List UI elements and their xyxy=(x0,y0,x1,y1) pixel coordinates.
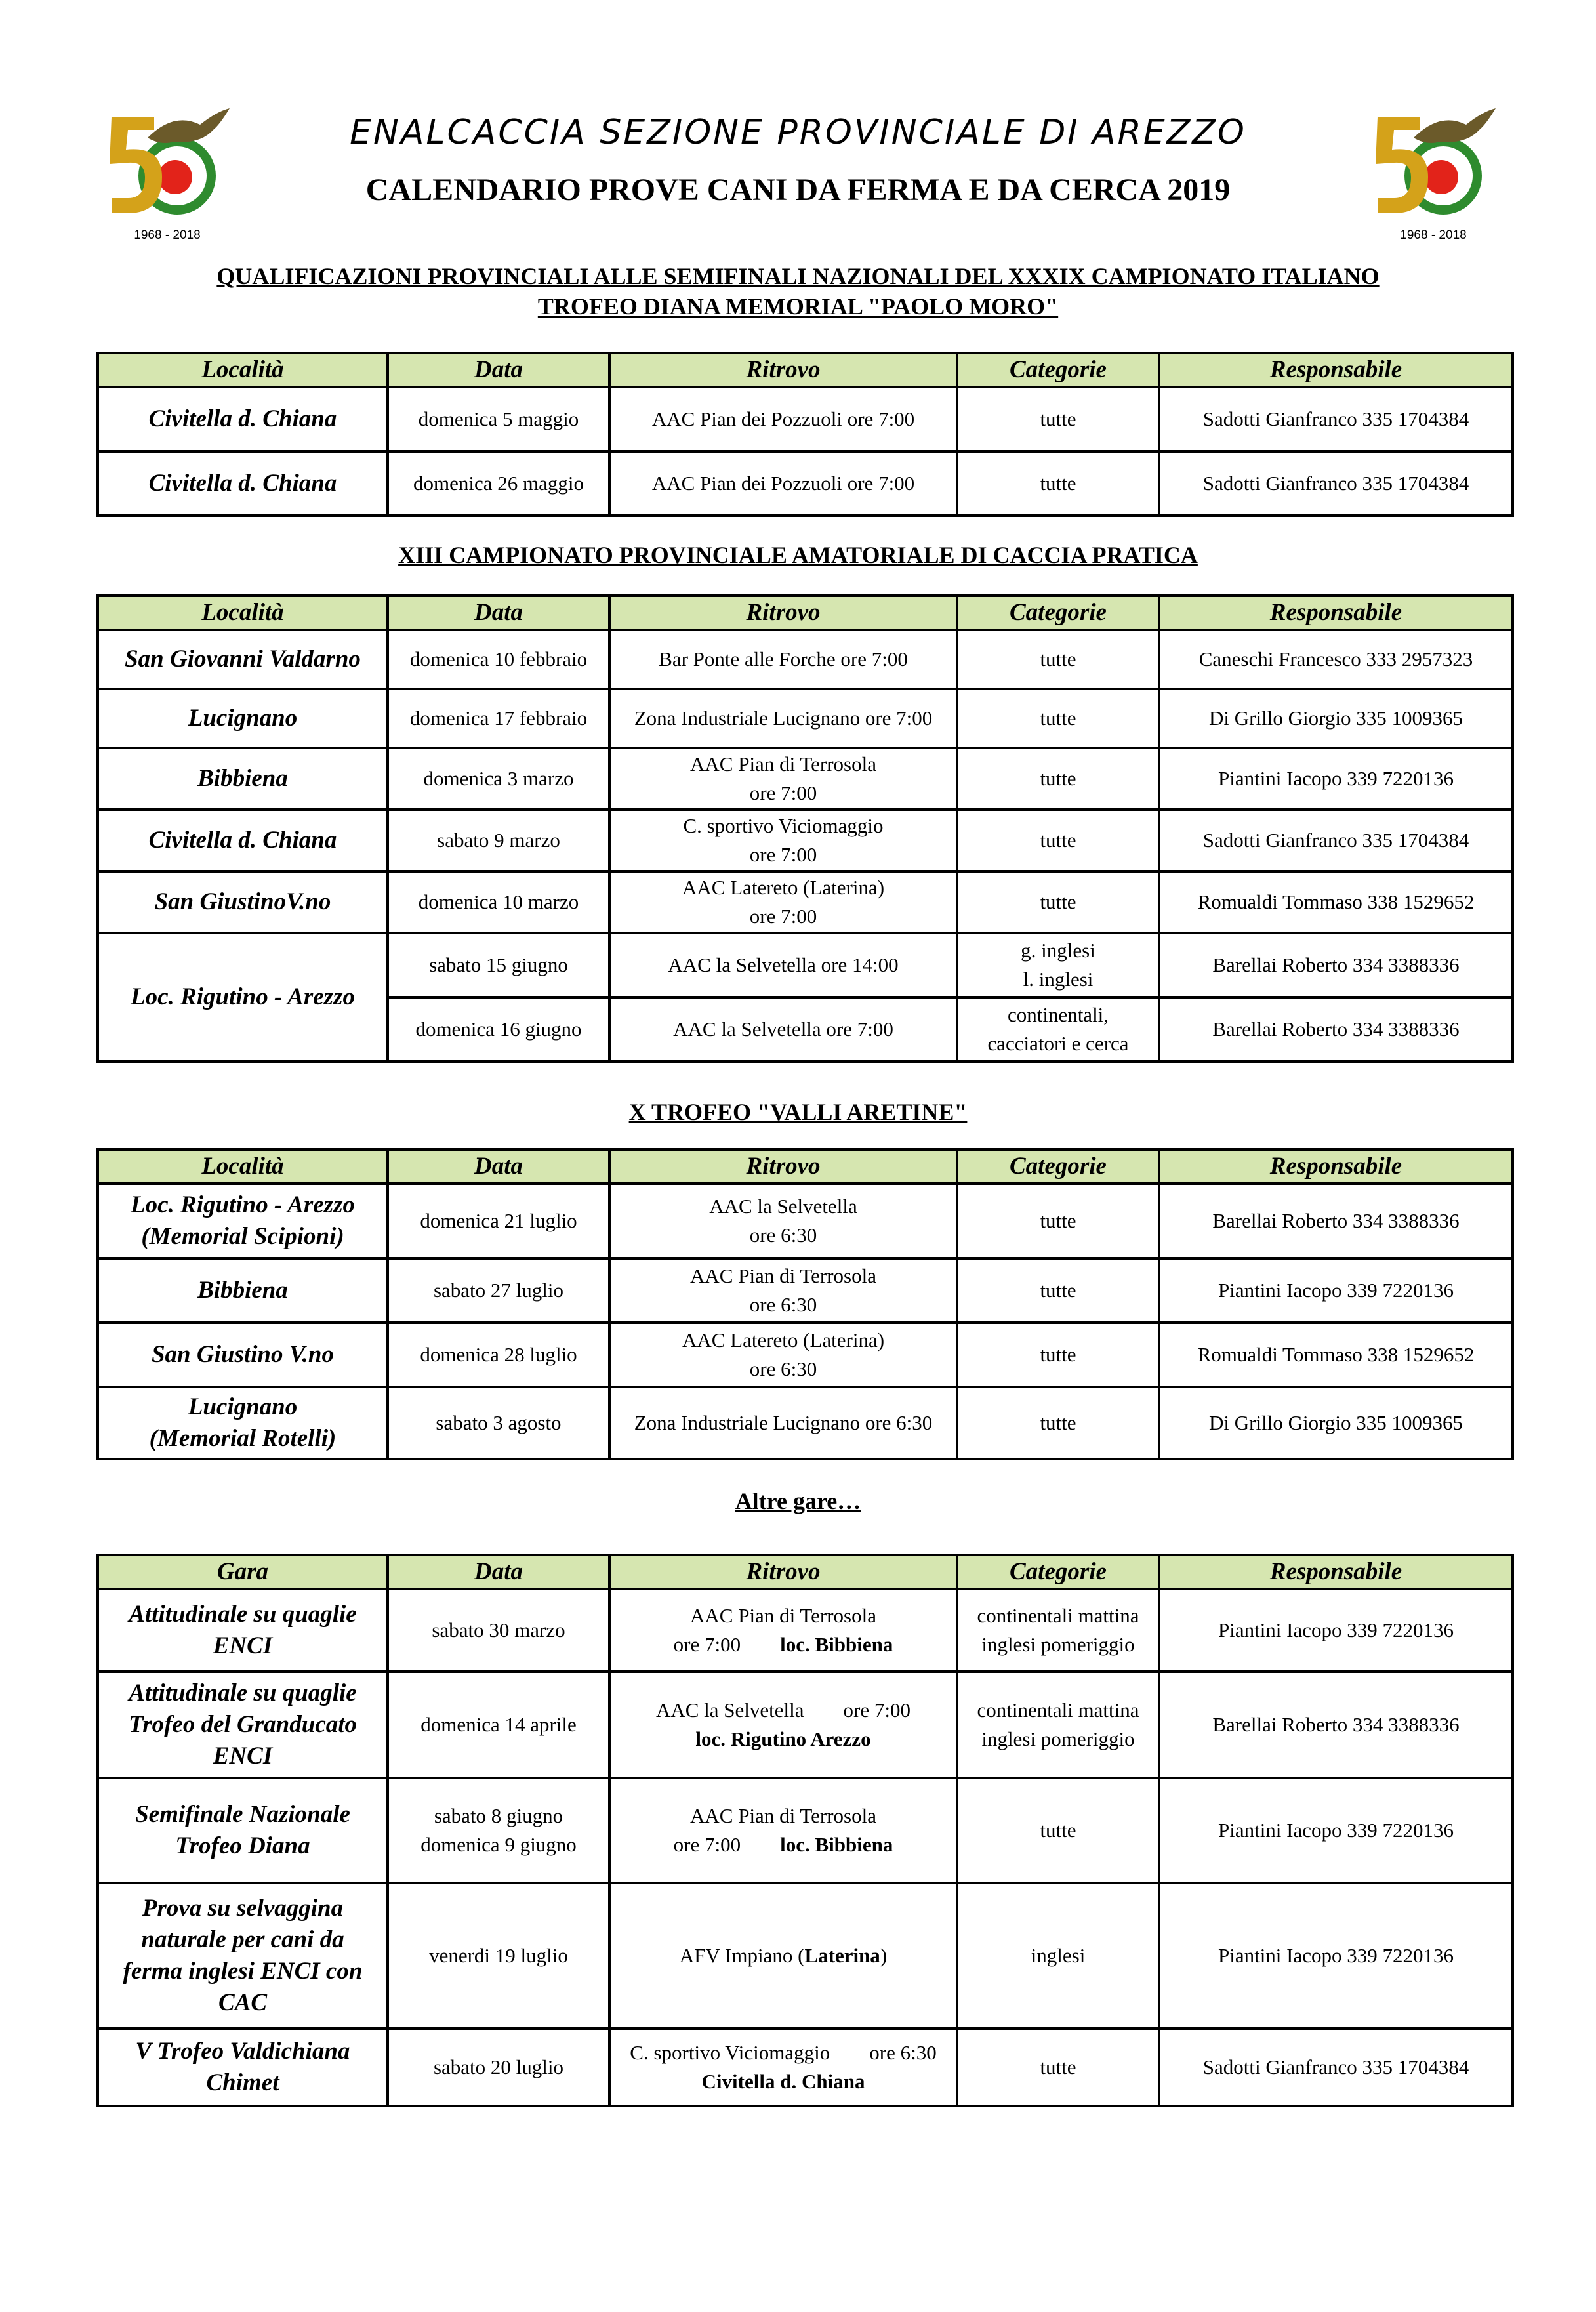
col-header-ritrovo: Ritrovo xyxy=(609,596,957,630)
gara-line2: naturale per cani da xyxy=(141,1926,344,1953)
cell-categorie xyxy=(957,1589,1159,1672)
cell-responsabile: Piantini Iacopo 339 7220136 xyxy=(1159,1258,1513,1323)
ritrovo-line2: ore 6:30 xyxy=(749,1224,817,1247)
cell-responsabile: Di Grillo Giorgio 335 1009365 xyxy=(1159,689,1513,748)
cell-localita: San GiustinoV.no xyxy=(98,871,388,933)
cell-ritrovo: AAC la Selvetella ore 7:00 xyxy=(609,997,957,1062)
cell-responsabile: Barellai Roberto 334 3388336 xyxy=(1159,1184,1513,1258)
ritrovo-line1: AAC Pian di Terrosola xyxy=(690,1264,876,1287)
ritrovo-time: ore 7:00 xyxy=(673,1833,741,1856)
ritrovo-location: loc. Rigutino Arezzo xyxy=(695,1727,871,1750)
table-row xyxy=(98,1323,1513,1387)
table-row xyxy=(98,451,1513,516)
logo-years: 1968 - 2018 xyxy=(1400,228,1467,242)
gara-line1: V Trofeo Valdichiana xyxy=(135,2038,350,2065)
ritrovo-line1: AAC Pian di Terrosola xyxy=(690,1604,876,1627)
col-header-localita: Località xyxy=(98,1149,388,1184)
ritrovo-place: loc. Bibbiena xyxy=(780,1833,893,1856)
cell-responsabile: Sadotti Gianfranco 335 1704384 xyxy=(1159,810,1513,871)
table-row xyxy=(98,1778,1513,1883)
ritrovo-place: AAC la Selvetella xyxy=(655,1699,804,1722)
cell-responsabile: Romualdi Tommaso 338 1529652 xyxy=(1159,1323,1513,1387)
cell-categorie: tutte xyxy=(957,748,1159,810)
gara-line4: CAC xyxy=(218,1989,268,2016)
cell-localita: Loc. Rigutino - Arezzo xyxy=(98,933,388,1062)
section4-title: Altre gare… xyxy=(735,1488,861,1514)
gara-line3: ENCI xyxy=(213,1743,273,1769)
section4-table xyxy=(96,1554,1514,2107)
ritrovo-time: ore 7:00 xyxy=(843,1699,911,1722)
cell-ritrovo xyxy=(609,1258,957,1323)
col-header-categorie: Categorie xyxy=(957,353,1159,387)
cell-localita: Civitella d. Chiana xyxy=(98,451,388,516)
cell-ritrovo xyxy=(609,1323,957,1387)
ritrovo-close: ) xyxy=(880,1944,888,1967)
localita-line2: (Memorial Scipioni) xyxy=(141,1223,344,1250)
gara-line1: Semifinale Nazionale xyxy=(135,1801,350,1828)
gara-line1: Attitudinale su quaglie xyxy=(129,1601,357,1628)
col-header-localita: Località xyxy=(98,596,388,630)
section2-table xyxy=(96,594,1514,1063)
page-subtitle: CALENDARIO PROVE CANI DA FERMA E DA CERCA 2019 xyxy=(365,173,1231,207)
col-header-ritrovo: Ritrovo xyxy=(609,1149,957,1184)
cell-responsabile: Piantini Iacopo 339 7220136 xyxy=(1159,1883,1513,2029)
cell-categorie: tutte xyxy=(957,1184,1159,1258)
cell-ritrovo xyxy=(609,1589,957,1672)
cell-gara xyxy=(98,1883,388,2029)
table-header-row xyxy=(98,596,1513,630)
categorie-line2: inglesi pomeriggio xyxy=(981,1633,1135,1656)
cell-data: sabato 15 giugno xyxy=(388,933,609,997)
col-header-data: Data xyxy=(388,353,609,387)
table-row xyxy=(98,1589,1513,1672)
table-header-row xyxy=(98,1149,1513,1184)
section1-title-line1: QUALIFICAZIONI PROVINCIALI ALLE SEMIFINALI NAZIONALI DEL XXXIX CAMPIONATO ITALIANO xyxy=(216,263,1380,289)
cell-categorie: tutte xyxy=(957,1778,1159,1883)
page-title: ENALCACCIA SEZIONE PROVINCIALE DI AREZZO xyxy=(350,113,1246,152)
col-header-ritrovo: Ritrovo xyxy=(609,353,957,387)
cell-responsabile: Piantini Iacopo 339 7220136 xyxy=(1159,748,1513,810)
col-header-categorie: Categorie xyxy=(957,1555,1159,1589)
ritrovo-line2: ore 7:00 xyxy=(749,843,817,866)
table-row xyxy=(98,871,1513,933)
cell-data: domenica 17 febbraio xyxy=(388,689,609,748)
categorie-line2: cacciatori e cerca xyxy=(987,1032,1129,1055)
section1-title xyxy=(0,261,1596,321)
cell-data: domenica 26 maggio xyxy=(388,451,609,516)
cell-categorie: tutte xyxy=(957,810,1159,871)
cell-localita: San Giustino V.no xyxy=(98,1323,388,1387)
col-header-responsabile: Responsabile xyxy=(1159,1149,1513,1184)
cell-gara xyxy=(98,1672,388,1778)
gara-line2: Trofeo del Granducato xyxy=(128,1711,358,1738)
cell-data: domenica 5 maggio xyxy=(388,387,609,451)
col-header-data: Data xyxy=(388,1149,609,1184)
col-header-gara: Gara xyxy=(98,1555,388,1589)
gara-line3: ferma inglesi ENCI con xyxy=(123,1958,363,1985)
cell-responsabile: Piantini Iacopo 339 7220136 xyxy=(1159,1589,1513,1672)
cell-ritrovo: Bar Ponte alle Forche ore 7:00 xyxy=(609,630,957,689)
ritrovo-line2: ore 6:30 xyxy=(749,1293,817,1316)
localita-line2: (Memorial Rotelli) xyxy=(149,1425,337,1452)
cell-ritrovo xyxy=(609,871,957,933)
cell-responsabile: Caneschi Francesco 333 2957323 xyxy=(1159,630,1513,689)
cell-data: domenica 21 luglio xyxy=(388,1184,609,1258)
table-row xyxy=(98,1883,1513,2029)
table-row xyxy=(98,2029,1513,2106)
ritrovo-line1: AAC Pian di Terrosola xyxy=(690,753,876,775)
cell-responsabile: Barellai Roberto 334 3388336 xyxy=(1159,933,1513,997)
ritrovo-location: Civitella d. Chiana xyxy=(701,2070,865,2093)
cell-ritrovo xyxy=(609,810,957,871)
cell-localita: Lucignano xyxy=(98,689,388,748)
section2-title: XIII CAMPIONATO PROVINCIALE AMATORIALE DI CACCIA PRATICA xyxy=(398,542,1198,568)
ritrovo-time: ore 6:30 xyxy=(869,2041,937,2064)
ritrovo-line1: AAC Latereto (Laterina) xyxy=(682,1329,885,1352)
cell-categorie: inglesi xyxy=(957,1883,1159,2029)
cell-categorie: tutte xyxy=(957,1258,1159,1323)
table-header-row xyxy=(98,353,1513,387)
col-header-ritrovo: Ritrovo xyxy=(609,1555,957,1589)
gara-line2: ENCI xyxy=(213,1632,273,1659)
section3-table xyxy=(96,1148,1514,1460)
col-header-responsabile: Responsabile xyxy=(1159,1555,1513,1589)
ritrovo-location: Laterina xyxy=(804,1944,880,1967)
col-header-categorie: Categorie xyxy=(957,1149,1159,1184)
ritrovo-line2: ore 7:00 xyxy=(749,781,817,804)
col-header-localita: Località xyxy=(98,353,388,387)
cell-categorie: tutte xyxy=(957,689,1159,748)
cell-localita: Bibbiena xyxy=(98,1258,388,1323)
table-row xyxy=(98,1672,1513,1778)
cell-ritrovo: Zona Industriale Lucignano ore 7:00 xyxy=(609,689,957,748)
cell-categorie: tutte xyxy=(957,2029,1159,2106)
categorie-line1: continentali mattina xyxy=(977,1699,1139,1722)
ritrovo-line1: AAC Latereto (Laterina) xyxy=(682,876,885,899)
cell-responsabile: Romualdi Tommaso 338 1529652 xyxy=(1159,871,1513,933)
cell-data: sabato 9 marzo xyxy=(388,810,609,871)
cell-ritrovo xyxy=(609,748,957,810)
table-row xyxy=(98,1258,1513,1323)
cell-categorie: tutte xyxy=(957,871,1159,933)
ritrovo-line2: ore 6:30 xyxy=(749,1357,817,1380)
section1-table xyxy=(96,352,1514,517)
table-row xyxy=(98,933,1513,997)
ritrovo-place: loc. Bibbiena xyxy=(780,1633,893,1656)
gara-line1: Prova su selvaggina xyxy=(142,1895,344,1922)
gara-line1: Attitudinale su quaglie xyxy=(129,1680,357,1706)
col-header-categorie: Categorie xyxy=(957,596,1159,630)
cell-gara xyxy=(98,1589,388,1672)
gara-line2: Chimet xyxy=(206,2069,279,2096)
cell-responsabile: Piantini Iacopo 339 7220136 xyxy=(1159,1778,1513,1883)
data-line2: domenica 9 giugno xyxy=(420,1833,577,1856)
ritrovo-time: ore 7:00 xyxy=(673,1633,741,1656)
cell-categorie xyxy=(957,1672,1159,1778)
cell-ritrovo xyxy=(609,1184,957,1258)
ritrovo-line1: C. sportivo Viciomaggio xyxy=(683,814,884,837)
cell-categorie: tutte xyxy=(957,1387,1159,1459)
ritrovo-place: C. sportivo Viciomaggio xyxy=(630,2041,830,2064)
cell-data xyxy=(388,1778,609,1883)
ritrovo-line2: ore 7:00 xyxy=(749,905,817,928)
cell-localita xyxy=(98,1387,388,1459)
table-row xyxy=(98,387,1513,451)
cell-gara xyxy=(98,1778,388,1883)
cell-data: venerdi 19 luglio xyxy=(388,1883,609,2029)
table-row xyxy=(98,630,1513,689)
categorie-line1: g. inglesi xyxy=(1021,939,1095,962)
table-row xyxy=(98,810,1513,871)
cell-ritrovo xyxy=(609,1672,957,1778)
cell-localita: Civitella d. Chiana xyxy=(98,810,388,871)
cell-data: sabato 20 luglio xyxy=(388,2029,609,2106)
col-header-data: Data xyxy=(388,596,609,630)
cell-ritrovo xyxy=(609,1883,957,2029)
table-row xyxy=(98,689,1513,748)
cell-responsabile: Sadotti Gianfranco 335 1704384 xyxy=(1159,451,1513,516)
data-line1: sabato 8 giugno xyxy=(434,1804,563,1827)
cell-responsabile: Di Grillo Giorgio 335 1009365 xyxy=(1159,1387,1513,1459)
cell-data: sabato 3 agosto xyxy=(388,1387,609,1459)
cell-responsabile: Barellai Roberto 334 3388336 xyxy=(1159,997,1513,1062)
cell-categorie xyxy=(957,997,1159,1062)
cell-ritrovo: AAC la Selvetella ore 14:00 xyxy=(609,933,957,997)
cell-data: domenica 10 febbraio xyxy=(388,630,609,689)
col-header-responsabile: Responsabile xyxy=(1159,596,1513,630)
table-row xyxy=(98,1387,1513,1459)
cell-localita xyxy=(98,1184,388,1258)
table-header-row xyxy=(98,1555,1513,1589)
cell-gara xyxy=(98,2029,388,2106)
categorie-line1: continentali mattina xyxy=(977,1604,1139,1627)
cell-categorie: tutte xyxy=(957,630,1159,689)
categorie-line1: continentali, xyxy=(1007,1003,1109,1026)
cell-ritrovo: AAC Pian dei Pozzuoli ore 7:00 xyxy=(609,451,957,516)
section3-title: X TROFEO "VALLI ARETINE" xyxy=(628,1099,968,1125)
cell-ritrovo xyxy=(609,1778,957,1883)
cell-categorie: tutte xyxy=(957,1323,1159,1387)
section1-title-line2: TROFEO DIANA MEMORIAL "PAOLO MORO" xyxy=(537,293,1059,320)
logo-years: 1968 - 2018 xyxy=(134,228,201,242)
col-header-responsabile: Responsabile xyxy=(1159,353,1513,387)
cell-categorie xyxy=(957,933,1159,997)
cell-responsabile: Sadotti Gianfranco 335 1704384 xyxy=(1159,2029,1513,2106)
cell-data: sabato 30 marzo xyxy=(388,1589,609,1672)
localita-line1: Loc. Rigutino - Arezzo xyxy=(131,1191,355,1218)
cell-ritrovo: AAC Pian dei Pozzuoli ore 7:00 xyxy=(609,387,957,451)
cell-data: domenica 28 luglio xyxy=(388,1323,609,1387)
cell-responsabile: Barellai Roberto 334 3388336 xyxy=(1159,1672,1513,1778)
cell-data: sabato 27 luglio xyxy=(388,1258,609,1323)
categorie-line2: l. inglesi xyxy=(1023,968,1094,991)
cell-localita: Bibbiena xyxy=(98,748,388,810)
ritrovo-line1: AAC la Selvetella xyxy=(709,1195,857,1218)
categorie-line2: inglesi pomeriggio xyxy=(981,1727,1135,1750)
col-header-data: Data xyxy=(388,1555,609,1589)
cell-ritrovo: Zona Industriale Lucignano ore 6:30 xyxy=(609,1387,957,1459)
cell-data: domenica 10 marzo xyxy=(388,871,609,933)
ritrovo-place: AFV Impiano ( xyxy=(679,1944,805,1967)
cell-categorie: tutte xyxy=(957,451,1159,516)
table-row xyxy=(98,748,1513,810)
cell-localita: San Giovanni Valdarno xyxy=(98,630,388,689)
table-row xyxy=(98,1184,1513,1258)
cell-categorie: tutte xyxy=(957,387,1159,451)
cell-data: domenica 14 aprile xyxy=(388,1672,609,1778)
localita-line1: Lucignano xyxy=(188,1393,298,1420)
cell-responsabile: Sadotti Gianfranco 335 1704384 xyxy=(1159,387,1513,451)
cell-data: domenica 3 marzo xyxy=(388,748,609,810)
cell-ritrovo xyxy=(609,2029,957,2106)
ritrovo-line1: AAC Pian di Terrosola xyxy=(690,1804,876,1827)
cell-localita: Civitella d. Chiana xyxy=(98,387,388,451)
cell-data: domenica 16 giugno xyxy=(388,997,609,1062)
gara-line2: Trofeo Diana xyxy=(175,1832,310,1859)
